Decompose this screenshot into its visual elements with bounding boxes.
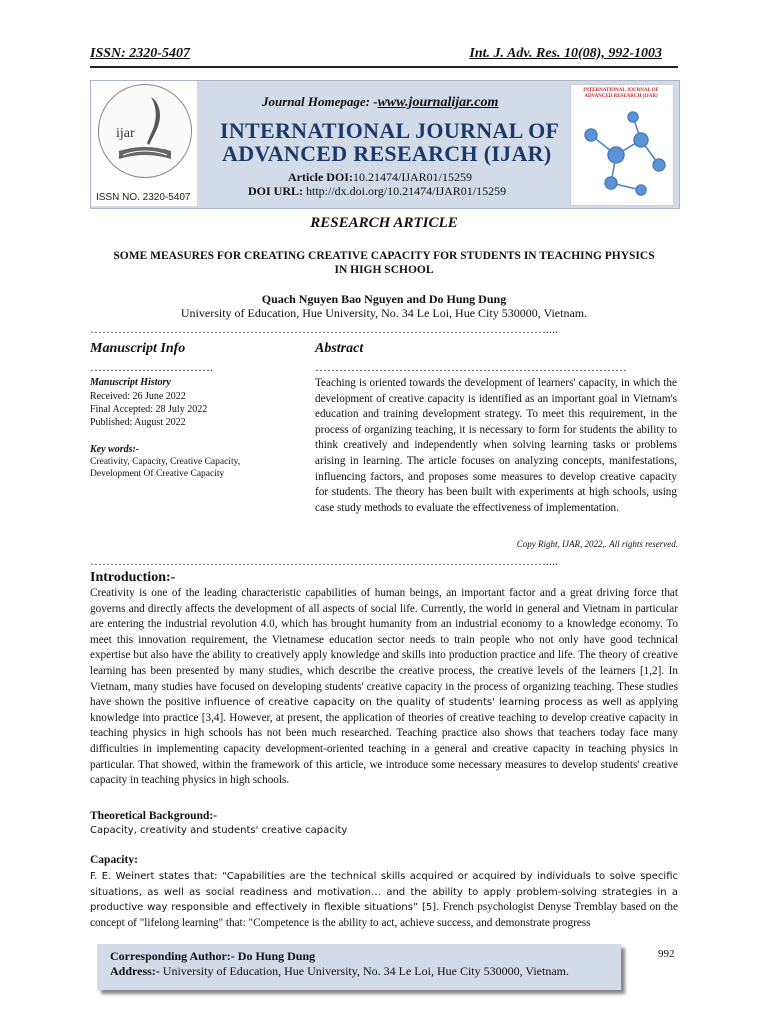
intro-text-part3: as applying knowledge into practice [3,4]. However, at present, the application of theories of creative teaching to develop creative capacity in teaching physics in high schools has not been much researched. Teaching practice also shows that teachers today face many difficulties in implementing capacity development-oriented teaching in a general and creative capacity in teaching physics in particular. That showed, within the framework of this article, we introduce some necessary measures to develop students' creative capacity in teaching physics in high schools. bbox=[90, 696, 678, 787]
manuscript-history-heading: Manuscript History bbox=[90, 377, 171, 388]
corr-name: Do Hung Dung bbox=[237, 949, 316, 963]
doi-value: 10.21474/IJAR01/15259 bbox=[352, 170, 472, 184]
introduction-heading: Introduction:- bbox=[90, 570, 176, 585]
doi-url bbox=[248, 184, 506, 199]
intro-text-part2: influence of creative capacity on the quality of students' learning process as well bbox=[204, 697, 622, 709]
capacity-text-part2: French psychologist Denyse Tremblay based on the concept of "lifelong learning" that: "Competence is the ability to act, achieve success, and demonstrate progress bbox=[90, 901, 678, 929]
page-number: 992 bbox=[658, 948, 675, 960]
dotted-separator: …………………………………………………………………………………………………….... bbox=[90, 554, 558, 568]
dotted-separator: …………………………………………………………………… bbox=[315, 360, 627, 374]
doi-url-link[interactable]: http://dx.doi.org/10.21474/IJAR01/15259 bbox=[303, 184, 507, 198]
dotted-separator: …………………………. bbox=[90, 360, 213, 374]
article-doi bbox=[288, 170, 472, 185]
capacity-text-part1: F. E. Weinert states that: “Capabilities are the technical skills acquired or acquired by individuals to solve specific situations, as well as social readiness and motivation… and the ability to apply problem-solving strategies in a productive way responsible and effectively in flexible situations” [5]. bbox=[90, 871, 678, 914]
header-rule bbox=[90, 66, 678, 68]
quill-book-icon bbox=[99, 85, 191, 177]
capacity-heading: Capacity: bbox=[90, 854, 138, 866]
molecule-graphic-icon bbox=[571, 85, 673, 205]
logo-emblem bbox=[98, 84, 192, 178]
article-type: RESEARCH ARTICLE bbox=[310, 215, 458, 231]
copyright: Copy Right, IJAR, 2022,. All rights reserved. bbox=[516, 539, 678, 549]
affiliation: University of Education, Hue University, No. 34 Le Loi, Hue City 530000, Vietnam. bbox=[180, 306, 588, 320]
journal-title-line1: INTERNATIONAL JOURNAL OF bbox=[220, 118, 560, 143]
cover-title: INTERNATIONAL JOURNAL OF ADVANCED RESEARCH (IJAR) bbox=[583, 88, 659, 99]
received-date: Received: 26 June 2022 bbox=[90, 391, 186, 402]
author-address bbox=[110, 964, 569, 979]
corr-label: Corresponding Author:- bbox=[110, 949, 238, 963]
homepage-link[interactable]: www.journalijar.com bbox=[377, 95, 499, 110]
intro-text-part1: Creativity is one of the leading characteristic capabilities of human beings, an important factor and a great driving force that governs and directly affects the development of all aspects of social life. Currently, the world in general and Vietnam in particular are entering the industrial revolution 4.0, which has brought humanity from an industrial economy to a knowledge economy. To meet this innovation requirement, the Vietnamese education sector needs to train people who not only have good technical expertise but also have the ability to creatively apply knowledge and skills into production practice and life. The theory of creative learning has been presented by many studies, which describe the creative process, the creative levels of the learners [1,2]. In Vietnam, many studies have focused on developing students' creative capacity in the process of organizing teaching. These studies have shown the positive bbox=[90, 587, 678, 709]
abstract-text: Teaching is oriented towards the development of learners' capacity, in which the development of creative capacity is identified as an important goal in Vietnam's education and training development strategy. To meet this requirement, in the process of organizing teaching, it is necessary to form for students the ability to think creatively and independently when solving learning tasks or problems arising in learning. The article focuses on analyzing concepts, manifestations, influencing factors, and proposes some measures to develop creative capacity for students. The theory has been built with experiments at high schools, using case study methods to evaluate the effectiveness of implementation. bbox=[315, 377, 677, 514]
logo-text: ijar bbox=[116, 126, 135, 141]
doi-label: Article DOI: bbox=[288, 170, 353, 184]
introduction-text bbox=[90, 586, 678, 789]
citation-header: Int. J. Adv. Res. 10(08), 992-1003 bbox=[469, 46, 662, 61]
abstract-heading: Abstract bbox=[315, 341, 364, 356]
dotted-separator: …………………………………………………………………………………………………….... bbox=[90, 322, 558, 336]
accepted-date: Final Accepted: 28 July 2022 bbox=[90, 404, 208, 415]
keywords-heading: Key words:- bbox=[90, 444, 140, 455]
corresponding-author bbox=[110, 949, 315, 964]
authors: Quach Nguyen Bao Nguyen and Do Hung Dung bbox=[261, 292, 507, 306]
paper-title: SOME MEASURES FOR CREATING CREATIVE CAPACITY FOR STUDENTS IN TEACHING PHYSICS IN HIGH SCHOOL bbox=[113, 250, 655, 276]
journal-homepage bbox=[262, 94, 498, 111]
issn-header: ISSN: 2320-5407 bbox=[90, 46, 190, 61]
journal-title-line2: ADVANCED RESEARCH (IJAR) bbox=[222, 141, 552, 166]
published-date: Published: August 2022 bbox=[90, 417, 186, 428]
keywords: Creativity, Capacity, Creative Capacity, Development Of Creative Capacity bbox=[90, 457, 241, 479]
doi-url-label: DOI URL: bbox=[248, 184, 304, 198]
capacity-text bbox=[90, 869, 678, 931]
journal-cover bbox=[570, 84, 674, 206]
address-label: Address:- bbox=[110, 964, 163, 978]
address-text: University of Education, Hue University, No. 34 Le Loi, Hue City 530000, Vietnam. bbox=[162, 964, 569, 978]
logo-issn: ISSN NO. 2320-5407 bbox=[96, 192, 191, 203]
manuscript-info-heading: Manuscript Info bbox=[90, 341, 186, 356]
theoretical-heading: Theoretical Background:- bbox=[90, 810, 218, 822]
homepage-label: Journal Homepage: - bbox=[262, 94, 378, 109]
theoretical-subheading: Capacity, creativity and students' creative capacity bbox=[90, 825, 348, 836]
